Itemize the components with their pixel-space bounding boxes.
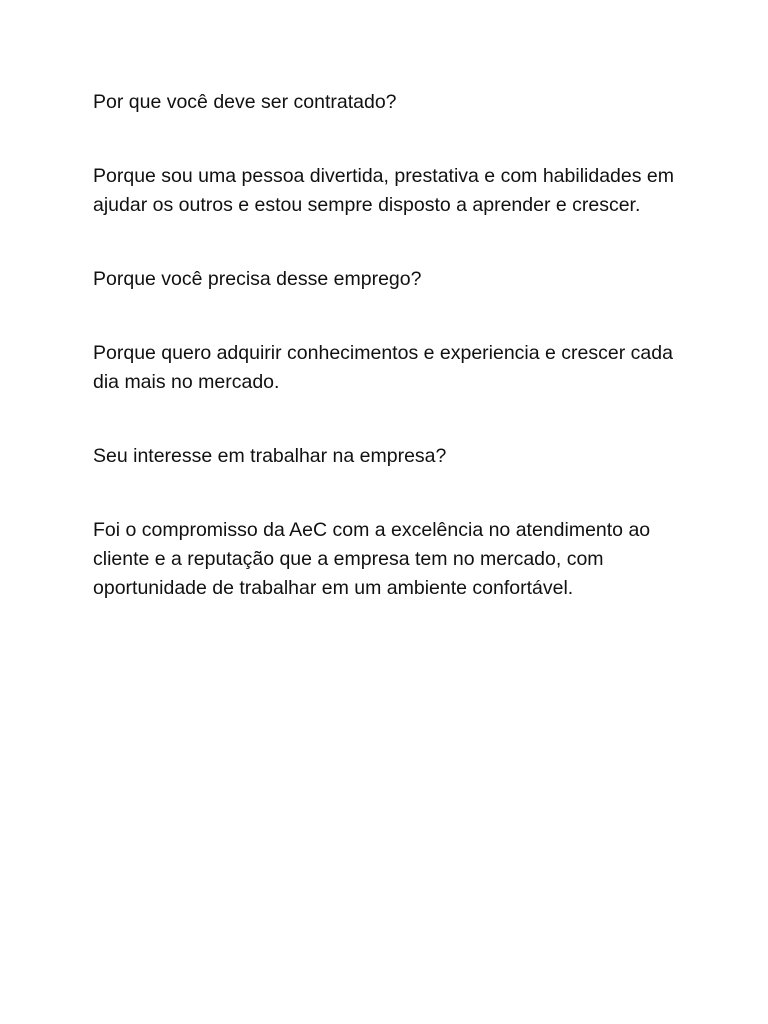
question-3: Seu interesse em trabalhar na empresa? — [93, 445, 447, 467]
answer-1: Porque sou uma pessoa divertida, prestativa e com habilidades em ajudar os outros e estou sempre disposto a aprender e crescer. — [93, 165, 674, 216]
question-2: Porque você precisa desse emprego? — [93, 268, 422, 290]
answer-3: Foi o compromisso da AeC com a excelência no atendimento ao cliente e a reputação que a empresa tem no mercado, com oportunidade de trabalhar em um ambiente confortável. — [93, 519, 651, 599]
answer-2: Porque quero adquirir conhecimentos e experiencia e crescer cada dia mais no mercado. — [93, 342, 673, 393]
question-1: Por que você deve ser contratado? — [93, 91, 397, 113]
